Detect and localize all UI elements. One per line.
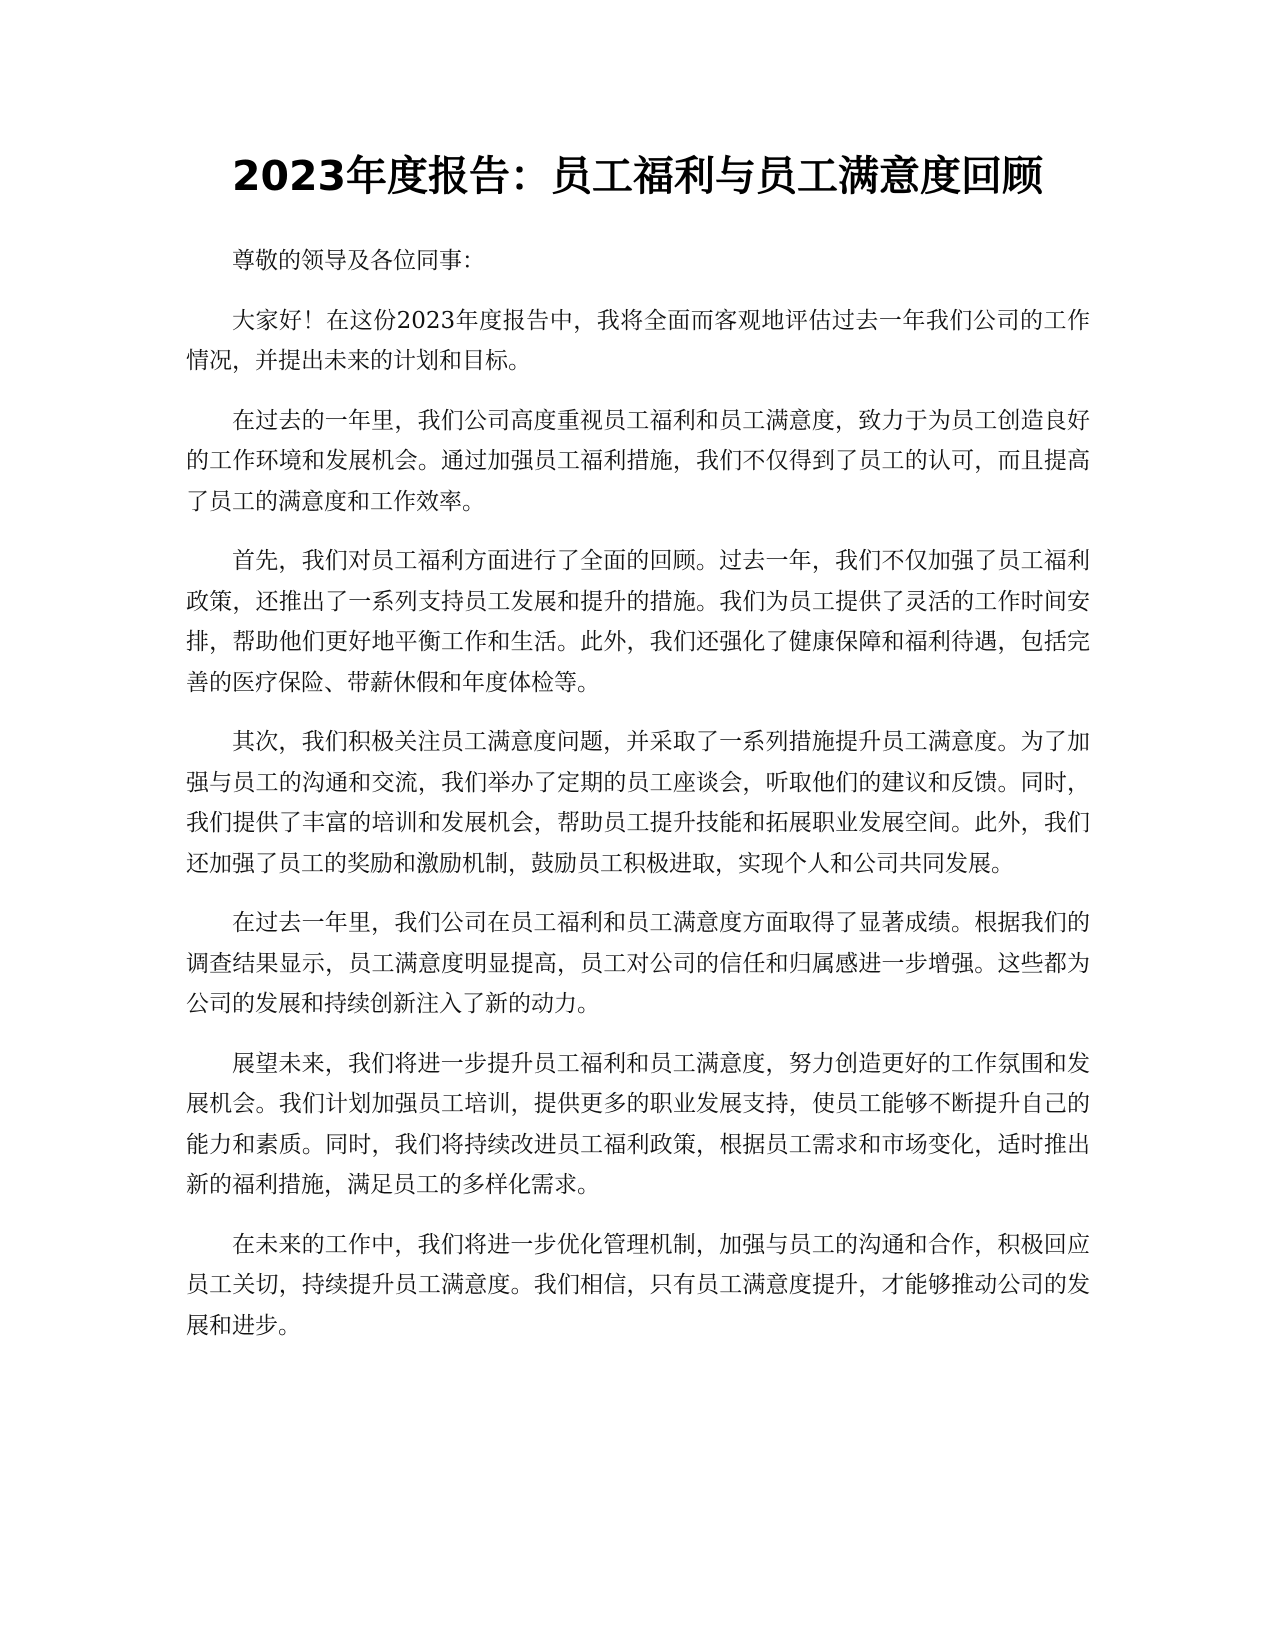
body-paragraph: 在过去的一年里，我们公司高度重视员工福利和员工满意度，致力于为员工创造良好的工作环境和发展机会。通过加强员工福利措施，我们不仅得到了员工的认可，而且提高了员工的满意度和工作效率。 [186, 407, 1090, 515]
document-title: 2023年度报告：员工福利与员工满意度回顾 [231, 152, 1044, 200]
body-paragraph: 大家好！在这份2023年度报告中，我将全面而客观地评估过去一年我们公司的工作情况，并提出未来的计划和目标。 [186, 307, 1090, 374]
salutation-paragraph: 尊敬的领导及各位同事： [232, 248, 485, 274]
body-paragraph: 展望未来，我们将进一步提升员工福利和员工满意度，努力创造更好的工作氛围和发展机会。我们计划加强员工培训，提供更多的职业发展支持，使员工能够不断提升自己的能力和素质。同时，我们将持续改进员工福利政策，根据员工需求和市场变化，适时推出新的福利措施，满足员工的多样化需求。 [186, 1050, 1090, 1198]
body-paragraph: 在过去一年里，我们公司在员工福利和员工满意度方面取得了显著成绩。根据我们的调查结果显示，员工满意度明显提高，员工对公司的信任和归属感进一步增强。这些都为公司的发展和持续创新注入了新的动力。 [186, 910, 1090, 1017]
body-paragraph: 首先，我们对员工福利方面进行了全面的回顾。过去一年，我们不仅加强了员工福利政策，还推出了一系列支持员工发展和提升的措施。我们为员工提供了灵活的工作时间安排，帮助他们更好地平衡工作和生活。此外，我们还强化了健康保障和福利待遇，包括完善的医疗保险、带薪休假和年度体检等。 [186, 548, 1090, 696]
document-body [186, 241, 1090, 1365]
body-paragraph: 在未来的工作中，我们将进一步优化管理机制，加强与员工的沟通和合作，积极回应员工关切，持续提升员工满意度。我们相信，只有员工满意度提升，才能够推动公司的发展和进步。 [186, 1231, 1090, 1339]
body-paragraph: 其次，我们积极关注员工满意度问题，并采取了一系列措施提升员工满意度。为了加强与员工的沟通和交流，我们举办了定期的员工座谈会，听取他们的建议和反馈。同时，我们提供了丰富的培训和发展机会，帮助员工提升技能和拓展职业发展空间。此外，我们还加强了员工的奖励和激励机制，鼓励员工积极进取，实现个人和公司共同发展。 [186, 729, 1090, 877]
